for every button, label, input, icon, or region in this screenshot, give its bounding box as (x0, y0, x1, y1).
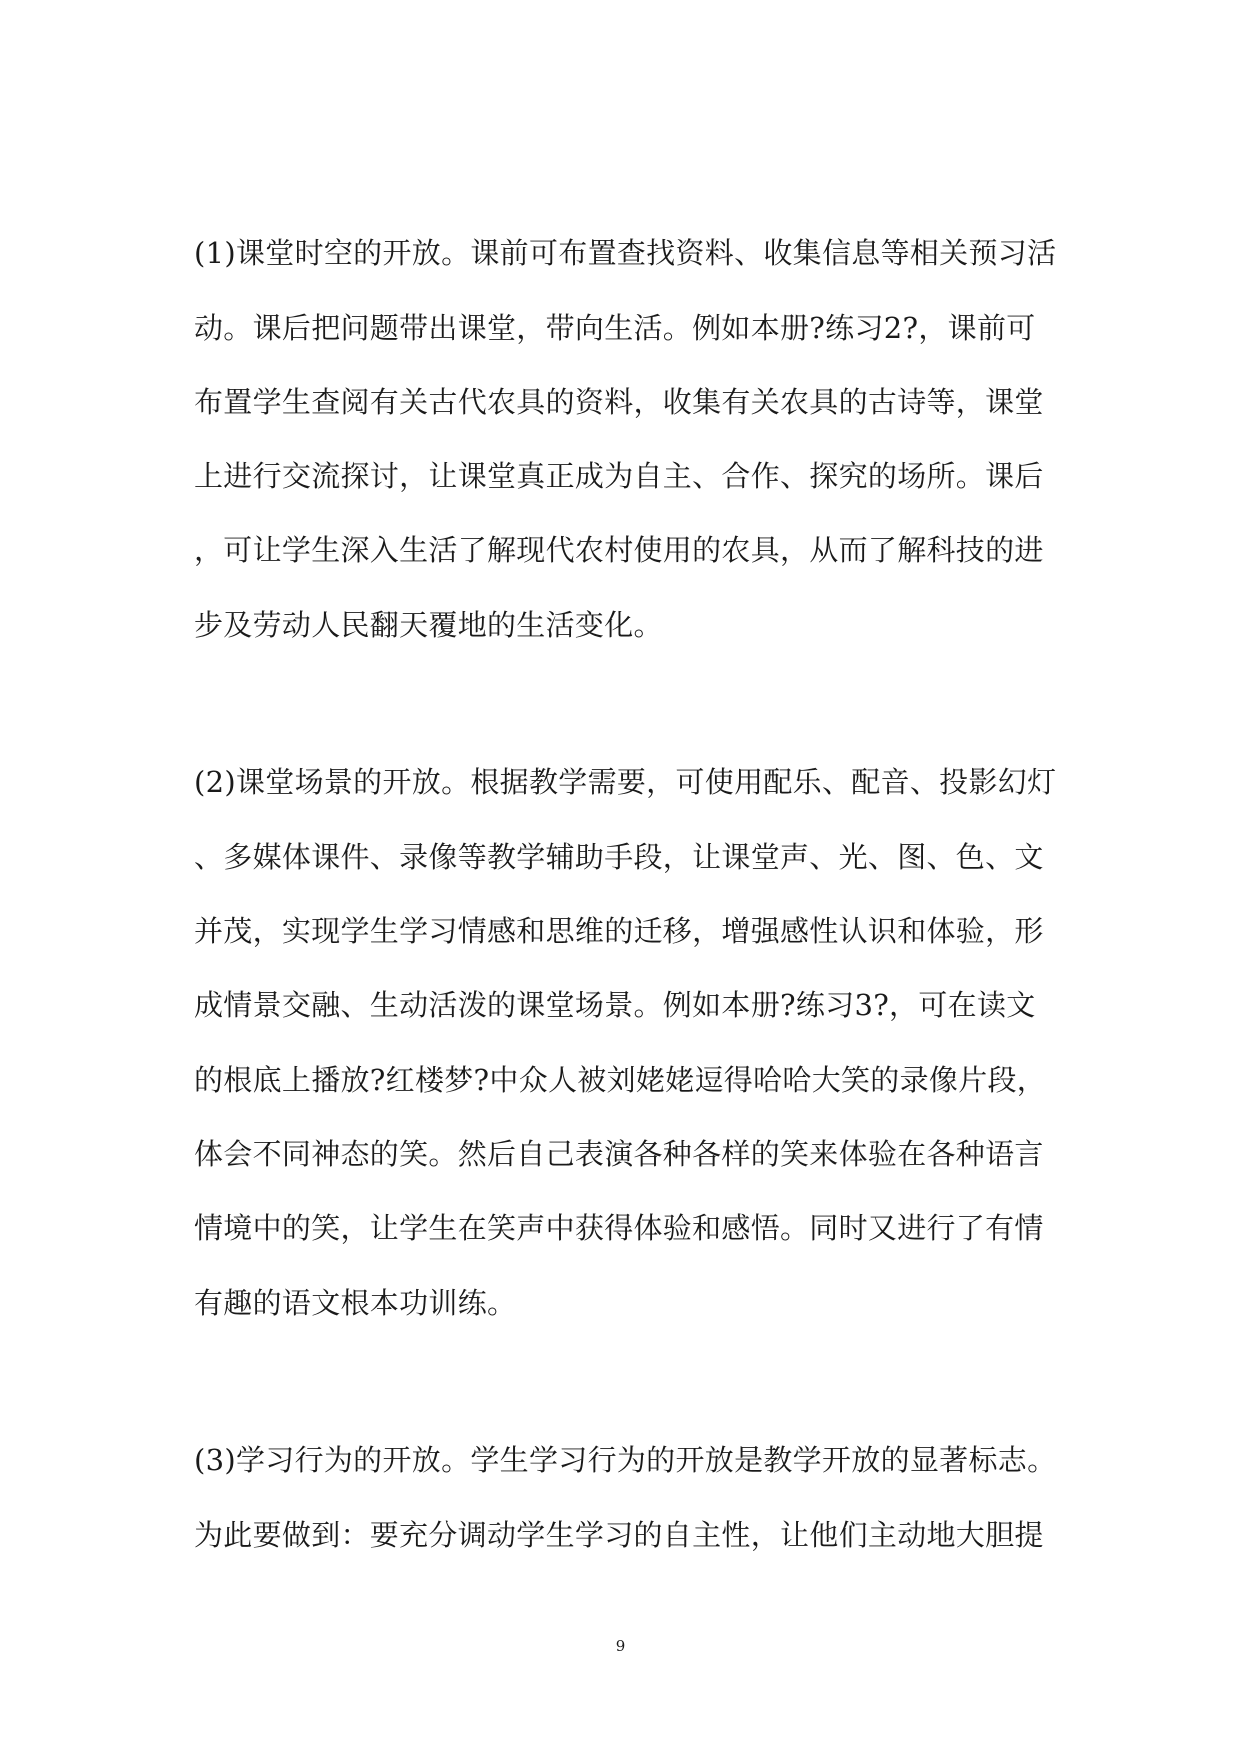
paragraph-1-line-4: 上进行交流探讨，让课堂真正成为自主、合作、探究的场所。课后 (194, 459, 1044, 493)
page-number: 9 (615, 1637, 626, 1655)
paragraph-1-line-2: 动。课后把问题带出课堂，带向生活。例如本册?练习2?，课前可 (194, 311, 1036, 345)
paragraph-3-line-2: 为此要做到：要充分调动学生学习的自主性，让他们主动地大胆提 (194, 1518, 1044, 1552)
paragraph-2-line-7: 情境中的笑，让学生在笑声中获得体验和感悟。同时又进行了有情 (194, 1211, 1044, 1245)
paragraph-2-line-8: 有趣的语文根本功训练。 (194, 1286, 517, 1320)
paragraph-2-line-3: 并茂，实现学生学习情感和思维的迁移，增强感性认识和体验，形 (194, 914, 1044, 948)
paragraph-1-line-5: ，可让学生深入生活了解现代农村使用的农具，从而了解科技的进 (194, 533, 1044, 567)
paragraph-2-line-2: 、多媒体课件、录像等教学辅助手段，让课堂声、光、图、色、文 (194, 840, 1044, 874)
paragraph-1-line-3: 布置学生查阅有关古代农具的资料，收集有关农具的古诗等，课堂 (194, 385, 1044, 419)
paragraph-1-line-6: 步及劳动人民翻天覆地的生活变化。 (194, 608, 663, 642)
paragraph-2-line-5: 的根底上播放?红楼梦?中众人被刘姥姥逗得哈哈大笑的录像片段， (194, 1063, 1047, 1097)
paragraph-2-line-4: 成情景交融、生动活泼的课堂场景。例如本册?练习3?，可在读文 (194, 988, 1036, 1022)
paragraph-2-line-1: (2)课堂场景的开放。根据教学需要，可使用配乐、配音、投影幻灯 (194, 765, 1057, 799)
paragraph-1-line-1: (1)课堂时空的开放。课前可布置查找资料、收集信息等相关预习活 (194, 236, 1057, 270)
paragraph-3-line-1: (3)学习行为的开放。学生学习行为的开放是教学开放的显著标志。 (194, 1443, 1057, 1477)
paragraph-2-line-6: 体会不同神态的笑。然后自己表演各种各样的笑来体验在各种语言 (194, 1137, 1044, 1171)
